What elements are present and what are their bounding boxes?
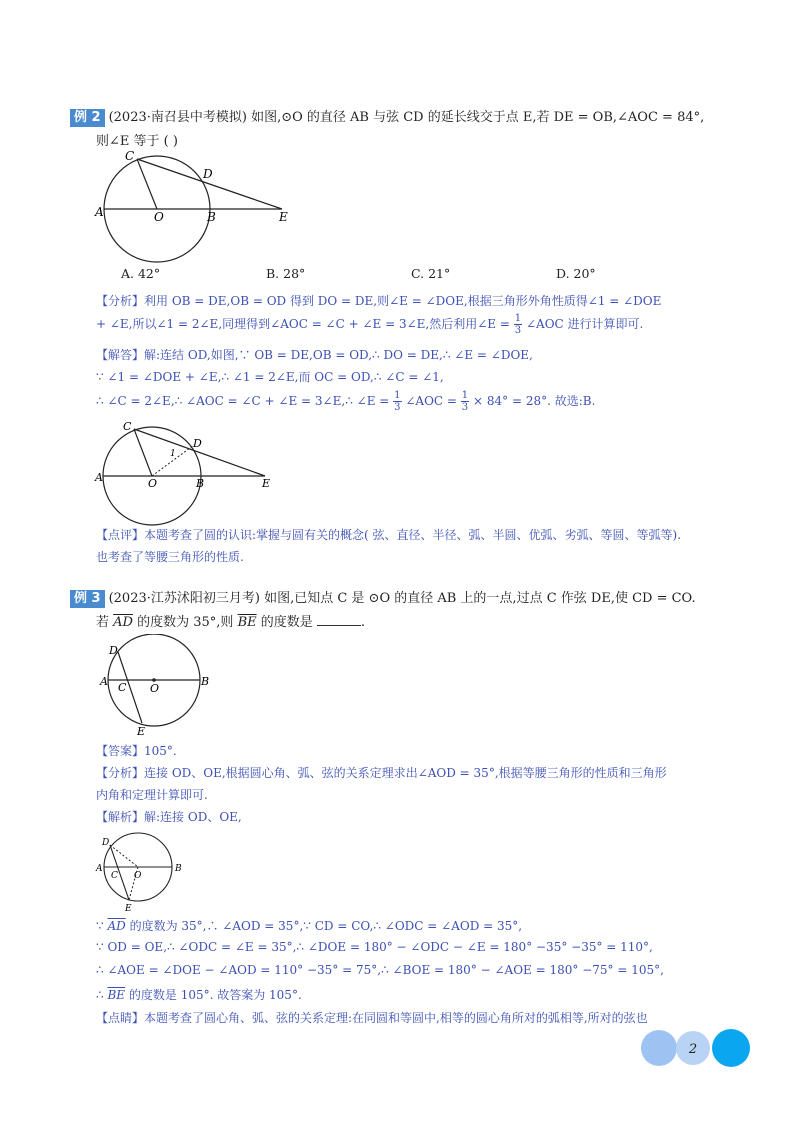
ex3-tag: 例 3 xyxy=(70,590,105,608)
ex2s-label-1: 1 xyxy=(170,449,176,459)
ex2-question-line1 xyxy=(70,106,704,127)
badge-bubble-left xyxy=(641,1030,677,1066)
ex2-question-line2: 则∠E 等于 ( ) xyxy=(96,134,178,149)
ex3-analysis-line1: 【分析】连接 OD、OE,根据圆心角、弧、弦的关系定理求出∠AOD = 35°,根据等腰三角形的性质和三角形 xyxy=(96,766,667,780)
ex3-answer-blank xyxy=(317,613,361,626)
ex3-label-e: E xyxy=(137,725,146,738)
ex3s-label-o: O xyxy=(134,871,142,881)
ex2-line-co xyxy=(137,159,157,209)
ex2-label-a: A xyxy=(95,205,104,219)
ex3s-arc-be: $\overline{BE}$ xyxy=(107,988,126,1002)
ex3-question-text: (2023·江苏沭阳初三月考) 如图,已知点 C 是 ⊙O 的直径 AB 上的一点,过点 C 作弦 DE,使 CD = CO. xyxy=(108,591,696,606)
ex2s-label-e: E xyxy=(262,477,271,490)
ex2-question-text: (2023·南召县中考模拟) 如图,⊙O 的直径 AB 与弦 CD 的延长线交于点 E,若 DE = OB,∠AOC = 84°, xyxy=(108,110,705,125)
ex3s-arc-ad: $\overline{AD}$ xyxy=(107,919,126,933)
ex2s-label-c: C xyxy=(123,420,132,433)
ex3-label-o: O xyxy=(150,682,160,695)
ex2s-label-d: D xyxy=(193,437,202,450)
page-number: 2 xyxy=(688,1042,698,1057)
ex2-solution-line3: ∴ ∠C = 2∠E,∴ ∠AOC = ∠C + ∠E = 3∠E,∴ ∠E = $\frac{1}{3}$ ∠AOC = $\frac{1}{3}$ × 84° = 28°. 故选:B. xyxy=(96,390,596,413)
ex3-figure xyxy=(94,634,219,740)
ex2-label-e: E xyxy=(279,210,288,224)
ex2-option-d: D. 20° xyxy=(556,266,596,281)
ex2-option-a: A. 42° xyxy=(121,266,161,281)
ex3-arc-ad: $\overline{AD}$ xyxy=(113,615,133,630)
ex2-option-b: B. 28° xyxy=(266,266,306,281)
ex3-label-d: D xyxy=(109,644,118,657)
ex3-solution-line1: ∵ $\overline{AD}$ 的度数为 35°,∴ ∠AOD = 35°,∵ CD = CO,∴ ∠ODC = ∠AOD = 35°, xyxy=(96,919,523,933)
ex3-label-a: A xyxy=(100,675,108,688)
ex3-solution-line3: ∴ ∠AOE = ∠DOE − ∠AOD = 110° −35° = 75°,∴ ∠BOE = 180° − ∠AOE = 180° −75° = 105°, xyxy=(96,963,664,977)
ex2s-label-b: B xyxy=(196,477,205,490)
ex3s-label-b: B xyxy=(175,864,182,874)
ex2-comment-line2: 也考查了等腰三角形的性质. xyxy=(96,550,244,564)
ex3s-label-c: C xyxy=(111,871,118,881)
ex3-solution-line4: ∴ $\overline{BE}$ 的度数是 105°. 故答案为 105°. xyxy=(96,988,302,1002)
ex2-label-c: C xyxy=(125,149,135,163)
ex2-analysis-line2: + ∠E,所以∠1 = 2∠E,同理得到∠AOC = ∠C + ∠E = 3∠E,然后利用∠E = $\frac{1}{3}$ ∠AOC 进行计算即可. xyxy=(96,313,644,336)
ex2s-label-o: O xyxy=(148,477,158,490)
ex2-solution-line2: ∵ ∠1 = ∠DOE + ∠E,∴ ∠1 = 2∠E,而 OC = OD,∴ ∠C = ∠1, xyxy=(96,370,444,384)
ex2-option-c: C. 21° xyxy=(411,266,451,281)
ex3-comment-line1: 【点睛】本题考查了圆心角、弧、弦的关系定理:在同圆和等圆中,相等的圆心角所对的弧相等,所对的弦也 xyxy=(96,1011,648,1025)
ex3-analysis-line2: 内角和定理计算即可. xyxy=(96,788,208,802)
ex3-label-c: C xyxy=(118,681,127,694)
ex3s-label-d: D xyxy=(102,838,110,848)
ex3-answer: 【答案】105°. xyxy=(96,744,177,758)
ex2-tag: 例 2 xyxy=(70,109,105,127)
ex2s-label-a: A xyxy=(95,471,103,484)
ex2-analysis-line1: 【分析】利用 OB = DE,OB = OD 得到 DO = DE,则∠E = ∠DOE,根据三角形外角性质得∠1 = ∠DOE xyxy=(96,294,662,308)
ex3-solution-head: 【解析】解:连接 OD、OE, xyxy=(96,810,242,824)
ex3-solution-line2: ∵ OD = OE,∴ ∠ODC = ∠E = 35°,∴ ∠DOE = 180° − ∠ODC − ∠E = 180° −35° −35° = 110°, xyxy=(96,940,653,954)
ex3-question-line1 xyxy=(70,587,696,608)
badge-bubble-right xyxy=(712,1029,750,1067)
ex2s-line-co xyxy=(134,429,152,476)
ex2-comment-line1: 【点评】本题考查了圆的认识:掌握与圆有关的概念( 弦、直径、半径、弧、半圆、优弧、劣弧、等圆、等弧等). xyxy=(96,528,682,542)
ex3s-label-a: A xyxy=(96,864,103,874)
ex3s-label-e: E xyxy=(125,904,132,914)
ex3-label-b: B xyxy=(201,675,210,688)
ex2-label-o: O xyxy=(154,210,164,224)
ex2-label-b: B xyxy=(207,210,216,224)
ex2-solution-line1: 【解答】解:连结 OD,如图,∵ OB = DE,OB = OD,∴ DO = DE,∴ ∠E = ∠DOE, xyxy=(96,348,533,362)
ex2-label-d: D xyxy=(203,167,213,181)
ex2-solution-figure xyxy=(90,418,280,526)
ex2-figure xyxy=(90,145,300,265)
ex3-question-line2: 若 $\overline{AD}$ 的度数为 35°,则 $\overline{BE}$ 的度数是 . xyxy=(96,615,366,630)
page-number-badge xyxy=(641,1028,751,1068)
ex3-solution-figure xyxy=(92,832,192,914)
ex3-arc-be: $\overline{BE}$ xyxy=(237,615,257,630)
